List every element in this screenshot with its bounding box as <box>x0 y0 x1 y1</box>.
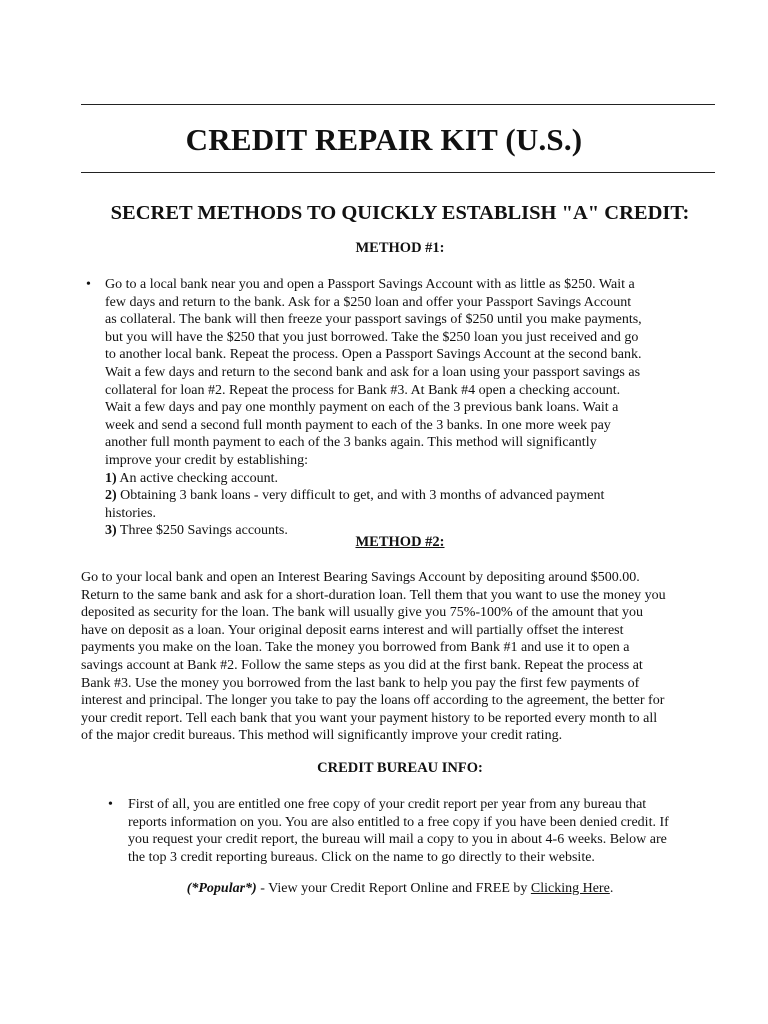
text-line: First of all, you are entitled one free copy of your credit report per year from any bureau that <box>128 797 647 812</box>
text-line: Go to your local bank and open an Interest Bearing Savings Account by depositing around $500.00. <box>81 570 640 585</box>
list-item-text: Obtaining 3 bank loans - very difficult to get, and with 3 months of advanced payment <box>116 488 605 504</box>
text-line: Return to the same bank and ask for a short-duration loan. Tell them that you want to use the money you <box>81 587 666 603</box>
top-rule <box>81 104 715 105</box>
method-2-paragraph <box>81 569 666 745</box>
text-line: the top 3 credit reporting bureaus. Click on the name to go directly to their website. <box>128 849 595 865</box>
popular-label: (*Popular*) <box>186 881 257 896</box>
list-item-number: 1) <box>105 470 117 486</box>
text-line: you request your credit report, the bureau will mail a copy to you in about 4-6 weeks. Below are <box>128 832 667 848</box>
popular-note <box>0 881 768 897</box>
text-line: Bank #3. Use the money you borrowed from the last bank to help you pay the first few payments of <box>81 675 640 691</box>
text-line: but you will have the $250 that you just borrowed. Take the $250 loan you just received and go <box>105 329 639 345</box>
bullet-icon: • <box>108 797 113 812</box>
credit-bureau-paragraph <box>128 796 669 866</box>
section-subtitle: SECRET METHODS TO QUICKLY ESTABLISH "A" CREDIT: <box>110 202 690 224</box>
list-item-text: An active checking account. <box>116 470 278 486</box>
text-line: Wait a few days and return to the second bank and ask for a loan using your passport savings as <box>105 364 641 380</box>
text-line: interest and principal. The longer you take to pay the loans off according to the agreement, the better for <box>81 693 665 709</box>
bullet-icon: • <box>86 277 91 292</box>
text-line: week and send a second full month payment to each of the 3 banks. In one more week pay <box>105 417 611 433</box>
popular-end: . <box>609 881 614 896</box>
text-line: of the major credit bureaus. This method will significantly improve your credit rating. <box>81 728 563 744</box>
text-line: payments you make on the loan. Take the money you borrowed from Bank #1 and use it to open a <box>81 640 630 656</box>
popular-text: - View your Credit Report Online and FREE by <box>256 881 531 896</box>
credit-bureau-heading: CREDIT BUREAU INFO: <box>317 760 483 776</box>
text-line: Go to a local bank near you and open a Passport Savings Account with as little as $250. Wait a <box>105 277 635 292</box>
text-line: to another local bank. Repeat the process. Open a Passport Savings Account at the second bank. <box>105 347 642 363</box>
method-2-heading: METHOD #2: <box>355 534 445 550</box>
list-item <box>105 470 642 488</box>
text-line: few days and return to the bank. Ask for a $250 loan and offer your Passport Savings Account <box>105 294 632 310</box>
list-item <box>105 505 642 523</box>
list-item-text: Three $250 Savings accounts. <box>116 523 288 539</box>
text-line: Wait a few days and pay one monthly payment on each of the 3 previous bank loans. Wait a <box>105 400 619 416</box>
text-line: as collateral. The bank will then freeze your passport savings of $250 until you make payments, <box>105 312 642 328</box>
title-underline-rule <box>81 172 715 173</box>
list-item-text: histories. <box>105 505 156 521</box>
page-title: CREDIT REPAIR KIT (U.S.) <box>185 122 583 157</box>
text-line: deposited as security for the loan. The bank will usually give you 75%-100% of the amount that you <box>81 605 643 621</box>
method-1-heading: METHOD #1: <box>355 240 445 256</box>
text-line: your credit report. Tell each bank that you want your payment history to be reported every month to all <box>81 710 658 726</box>
text-line: improve your credit by establishing: <box>105 452 308 468</box>
list-item-number: 3) <box>105 523 117 539</box>
text-line: another full month payment to each of the 3 banks again. This method will significantly <box>105 435 597 451</box>
text-line: reports information on you. You are also entitled to a free copy if you have been denied credit. If <box>128 814 669 830</box>
text-line: have on deposit as a loan. Your original deposit earns interest and will partially offset the interest <box>81 622 624 638</box>
text-line: savings account at Bank #2. Follow the same steps as you did at the first bank. Repeat the process at <box>81 657 643 673</box>
method-1-paragraph <box>105 276 642 540</box>
list-item-number: 2) <box>105 488 117 504</box>
list-item <box>105 487 642 505</box>
text-line: collateral for loan #2. Repeat the process for Bank #3. At Bank #4 open a checking account. <box>105 382 621 398</box>
clicking-here-link[interactable]: Clicking Here <box>530 881 610 896</box>
